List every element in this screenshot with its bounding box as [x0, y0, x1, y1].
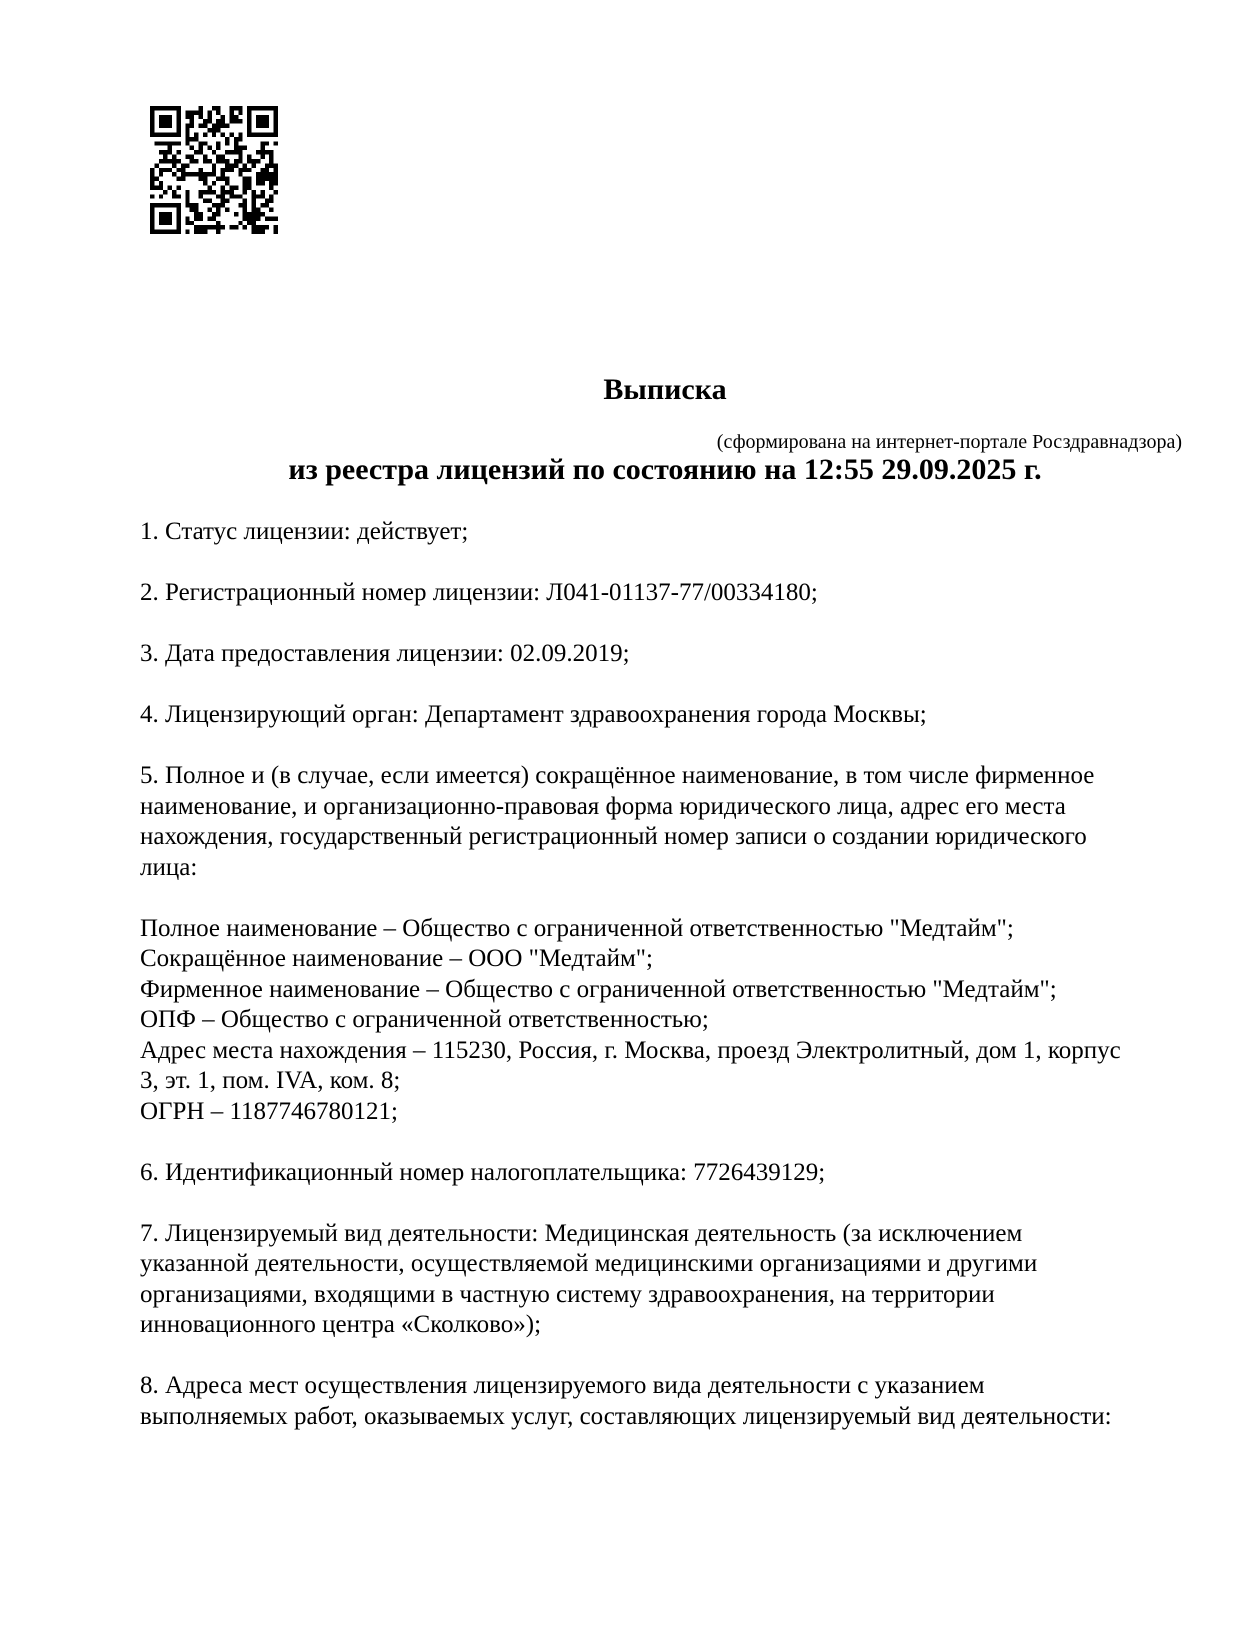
org-legal-form: ОПФ – Общество с ограниченной ответственностью; — [140, 1006, 709, 1033]
org-ogrn: ОГРН – 1187746780121; — [140, 1097, 398, 1125]
document-body — [140, 517, 1135, 1463]
organization-details — [140, 914, 1135, 1128]
org-short-name: Сокращённое наименование – ООО "Медтайм"; — [140, 945, 653, 972]
document-title-line2: из реестра лицензий по состоянию на 12:55 29.09.2025 г. — [288, 453, 1042, 486]
item-6-inn: 6. Идентификационный номер налогоплательщика: 7726439129; — [140, 1158, 826, 1186]
item-1-license-status: 1. Статус лицензии: действует; — [140, 518, 469, 545]
item-8-activity-addresses-heading: 8. Адреса мест осуществления лицензируемого вида деятельности с указанием выполняемых работ, оказываемых услуг, составляющих лицензируемый вид деятельности: — [140, 1372, 1112, 1430]
qr-code — [150, 106, 278, 234]
item-2-registration-number: 2. Регистрационный номер лицензии: Л041-01137-77/00334180; — [140, 579, 818, 606]
formation-note: (сформирована на интернет-портале Росздравнадзора) — [716, 431, 1182, 453]
org-address: Адрес места нахождения – 115230, Россия, г. Москва, проезд Электролитный, дом 1, корпус 3, эт. 1, пом. IVA, ком. 8; — [140, 1036, 1121, 1094]
item-4-licensing-authority: 4. Лицензирующий орган: Департамент здравоохранения города Москвы; — [140, 701, 927, 728]
item-3-grant-date: 3. Дата предоставления лицензии: 02.09.2019; — [140, 640, 630, 667]
item-7-licensed-activity: 7. Лицензируемый вид деятельности: Медицинская деятельность (за исключением указанной деятельности, осуществляемой медицинскими организациями и другими организациями, входящими в частную систему здравоохранения, на территории инновационного центра «Сколково»); — [140, 1219, 1038, 1338]
qr-code-svg — [150, 106, 278, 234]
org-brand-name: Фирменное наименование – Общество с ограниченной ответственностью "Медтайм"; — [140, 975, 1057, 1003]
org-full-name: Полное наименование – Общество с ограниченной ответственностью "Медтайм"; — [140, 914, 1014, 942]
item-5-organization-info-heading: 5. Полное и (в случае, если имеется) сокращённое наименование, в том числе фирменное наименование, и организационно-правовая форма юридического лица, адрес его места нахождения, государственный регистрационный номер записи о создании юридического лица: — [140, 762, 1095, 881]
document-title-line1: Выписка — [603, 373, 727, 406]
